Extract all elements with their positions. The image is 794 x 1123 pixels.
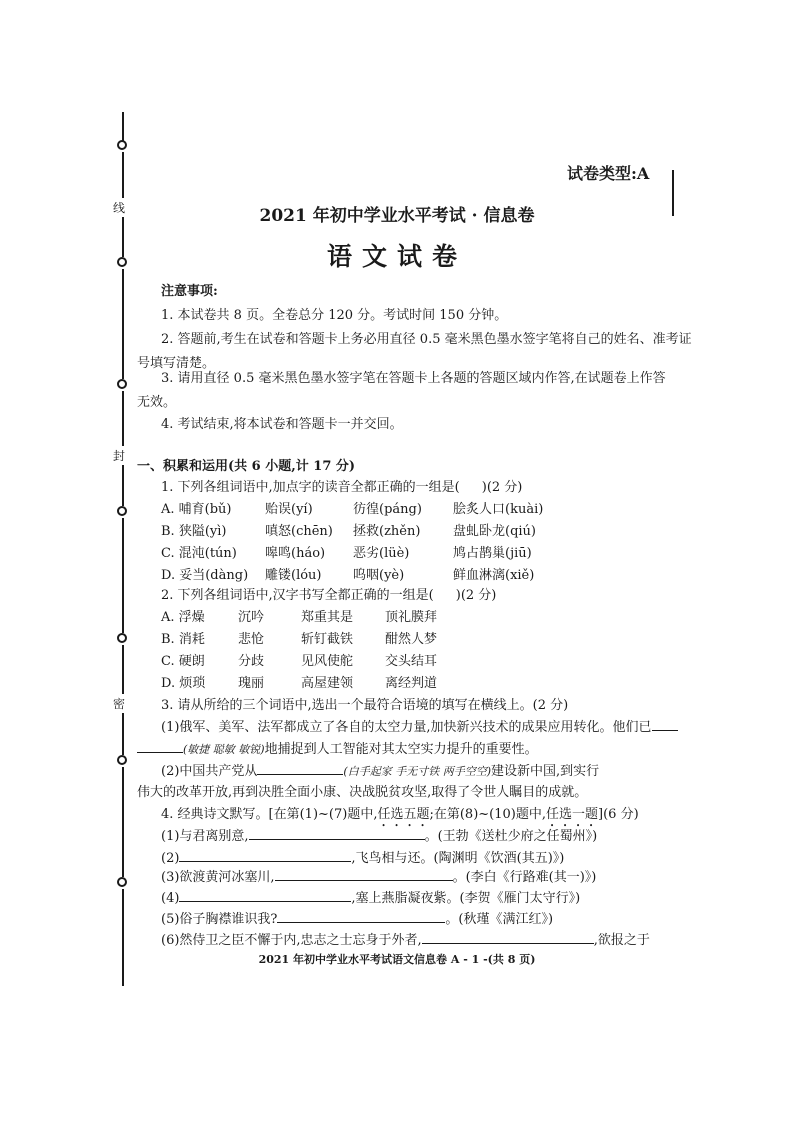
question-2-stem-b: )(2 分) (455, 588, 497, 603)
q4-stem-d: 任选一题 (546, 807, 599, 822)
q3-item-2-options: (白手起家 手无寸铁 两手空空) (343, 765, 491, 778)
notice-line-3: 3. 请用直径 0.5 毫米黑色墨水签字笔在答题卡上各题的答题区域内作答,在试题卷上作答 (161, 371, 666, 386)
q3-item-1-blank-part[interactable] (652, 718, 678, 731)
q2-option-a-2: 沉吟 (238, 610, 265, 625)
binding-circle (117, 877, 127, 887)
q2-option-a-1: A. 浮燥 (161, 610, 205, 625)
binding-line-segment (122, 112, 124, 142)
question-1-stem-b: )(2 分) (481, 480, 523, 495)
notice-line-3-cont: 无效。 (137, 395, 177, 410)
notice-line-2-cont: 号填写清楚。 (137, 356, 216, 371)
q2-option-b-3: 斩钉截铁 (301, 632, 354, 647)
paper-type-label: 试卷类型:A (567, 164, 650, 183)
q4-item-1 (161, 825, 597, 844)
binding-char-feng: 封 (113, 446, 125, 465)
q2-option-d-3: 高屋建领 (301, 676, 354, 691)
notice-line-4: 4. 考试结束,将本试卷和答题卡一并交回。 (161, 417, 403, 432)
binding-line-segment (122, 767, 124, 877)
q4-item-2-post: ,飞鸟相与还。(陶渊明《饮酒(其五)》) (351, 851, 565, 866)
q1-option-a-1: A. 哺育(bǔ) (161, 502, 232, 517)
q3-item-1-options: (敏捷 聪敏 敏锐) (183, 743, 265, 756)
q4-item-6 (161, 929, 650, 948)
q4-stem-b: 任选五题 (377, 807, 430, 822)
q4-item-4-post: ,塞上燕脂凝夜紫。(李贺《雁门太守行》) (351, 891, 581, 906)
question-1-stem-a: 1. 下列各组词语中,加点字的读音全都正确的一组是( (161, 480, 460, 495)
q4-item-2 (161, 847, 564, 866)
question-2-stem-a: 2. 下列各组词语中,汉字书写全都正确的一组是( (161, 588, 434, 603)
q2-option-d-2: 瑰丽 (238, 676, 265, 691)
q4-item-1-pre: (1)与君离别意, (161, 829, 249, 844)
q4-item-3-pre: (3)欲渡黄河冰塞川, (161, 870, 275, 885)
q1-option-b-1: B. 狭隘(yì) (161, 524, 227, 539)
binding-char-mi: 密 (113, 694, 125, 713)
binding-line-segment (122, 269, 124, 379)
binding-circle (117, 633, 127, 643)
q1-option-b-4: 盘虬卧龙(qiú) (453, 524, 536, 539)
binding-circle (117, 379, 127, 389)
q4-item-3-post: 。(李白《行路难(其一)》) (452, 870, 597, 885)
q4-item-5 (161, 908, 553, 927)
q2-option-a-4: 顶礼膜拜 (385, 610, 438, 625)
question-3-item-1 (161, 716, 678, 735)
q2-option-b-2: 悲怆 (238, 632, 265, 647)
exam-subtitle: 语文试卷 (326, 242, 467, 271)
q1-option-a-2: 贻误(yí) (265, 502, 313, 517)
q4-stem-e: ](6 分) (598, 807, 639, 822)
q3-item-2-blank[interactable] (257, 762, 343, 775)
q3-item-2-text-b: 建设新中国,到实行 (491, 764, 600, 779)
q4-item-3 (161, 866, 596, 885)
q1-option-a-3: 彷徨(páng) (353, 502, 422, 517)
notice-heading: 注意事项: (161, 284, 218, 299)
q4-item-5-pre: (5)俗子胸襟谁识我? (161, 912, 278, 927)
q1-option-c-3: 恶劣(lüè) (353, 546, 410, 561)
q2-option-c-4: 交头结耳 (385, 654, 438, 669)
q4-stem-c: ;在第(8)~(10)题中, (429, 807, 546, 822)
notice-line-2: 2. 答题前,考生在试卷和答题卡上务必用直径 0.5 毫米黑色墨水签字笔将自己的姓名、准考证 (161, 332, 692, 347)
q2-option-c-2: 分歧 (238, 654, 265, 669)
q1-option-a-4: 脍炙人口(kuài) (453, 502, 544, 517)
q4-item-1-post: 。(王勃《送杜少府之任蜀州》) (424, 829, 598, 844)
q4-item-6-pre: (6)然侍卫之臣不懈于内,忠志之士忘身于外者, (161, 933, 422, 948)
question-3-item-1-cont (137, 738, 538, 757)
q4-item-5-post: 。(秋瑾《满江红》) (445, 912, 554, 927)
page-footer: 2021 年初中学业水平考试语文信息卷 A - 1 -(共 8 页) (258, 953, 536, 966)
question-3-stem: 3. 请从所给的三个词语中,选出一个最符合语境的填写在横线上。(2 分) (161, 698, 569, 713)
binding-line-segment (122, 518, 124, 633)
q2-option-b-4: 酣然人梦 (385, 632, 438, 647)
q1-option-c-4: 鸠占鹊巢(jiū) (453, 546, 532, 561)
q2-option-c-1: C. 硬朗 (161, 654, 205, 669)
q1-option-d-2: 雕镂(lóu) (265, 568, 322, 583)
q2-option-c-3: 见风使舵 (301, 654, 354, 669)
q2-option-d-1: D. 烦琐 (161, 676, 206, 691)
q1-option-b-2: 嗔怒(chēn) (265, 524, 333, 539)
q1-option-d-4: 鲜血淋漓(xiě) (453, 568, 535, 583)
q4-item-3-blank[interactable] (275, 868, 453, 881)
section-heading: 一、积累和运用(共 6 小题,计 17 分) (137, 459, 356, 474)
q4-item-2-pre: (2) (161, 851, 180, 866)
q4-item-4 (161, 887, 580, 906)
q4-item-2-blank[interactable] (179, 849, 351, 862)
q4-item-5-blank[interactable] (277, 910, 445, 923)
question-1-stem (161, 476, 522, 495)
exam-title: 2021 年初中学业水平考试 · 信息卷 (259, 206, 535, 226)
q3-item-2-text-a: (2)中国共产党从 (161, 764, 258, 779)
q3-item-1-text-b: 地捕捉到人工智能对其太空实力提升的重要性。 (264, 742, 538, 757)
q4-stem-a: 4. 经典诗文默写。[在第(1)~(7)题中, (161, 807, 378, 822)
q3-item-1-blank[interactable] (137, 740, 183, 753)
q4-item-6-post: ,欲报之于 (593, 933, 650, 948)
q2-option-b-1: B. 消耗 (161, 632, 205, 647)
binding-circle (117, 506, 127, 516)
q2-option-a-3: 郑重其是 (301, 610, 354, 625)
q4-item-4-blank[interactable] (179, 889, 351, 902)
q1-option-c-2: 嗥鸣(háo) (265, 546, 326, 561)
q4-item-6-blank[interactable] (422, 931, 594, 944)
q1-option-d-1: D. 妥当(dàng) (161, 568, 249, 583)
q1-option-c-1: C. 混沌(tún) (161, 546, 237, 561)
q2-option-d-4: 离经判道 (385, 676, 438, 691)
q1-option-b-3: 拯救(zhěn) (353, 524, 421, 539)
q3-item-1-text-a: (1)俄军、美军、法军都成立了各自的太空力量,加快新兴技术的成果应用转化。他们已 (161, 720, 652, 735)
q1-option-d-3: 呜咽(yè) (353, 568, 405, 583)
question-3-item-2 (161, 760, 599, 779)
question-2-stem (161, 584, 496, 603)
q4-item-4-pre: (4) (161, 891, 180, 906)
binding-circle (117, 140, 127, 150)
question-3-item-2-cont: 伟大的改革开放,再到决胜全面小康、决战脱贫攻坚,取得了令世人瞩目的成就。 (137, 785, 588, 800)
notice-line-1: 1. 本试卷共 8 页。全卷总分 120 分。考试时间 150 分钟。 (161, 308, 508, 323)
binding-line-segment (122, 889, 124, 986)
binding-char-xian: 线 (113, 198, 125, 217)
q4-item-1-blank[interactable] (249, 827, 425, 840)
binding-circle (117, 755, 127, 765)
